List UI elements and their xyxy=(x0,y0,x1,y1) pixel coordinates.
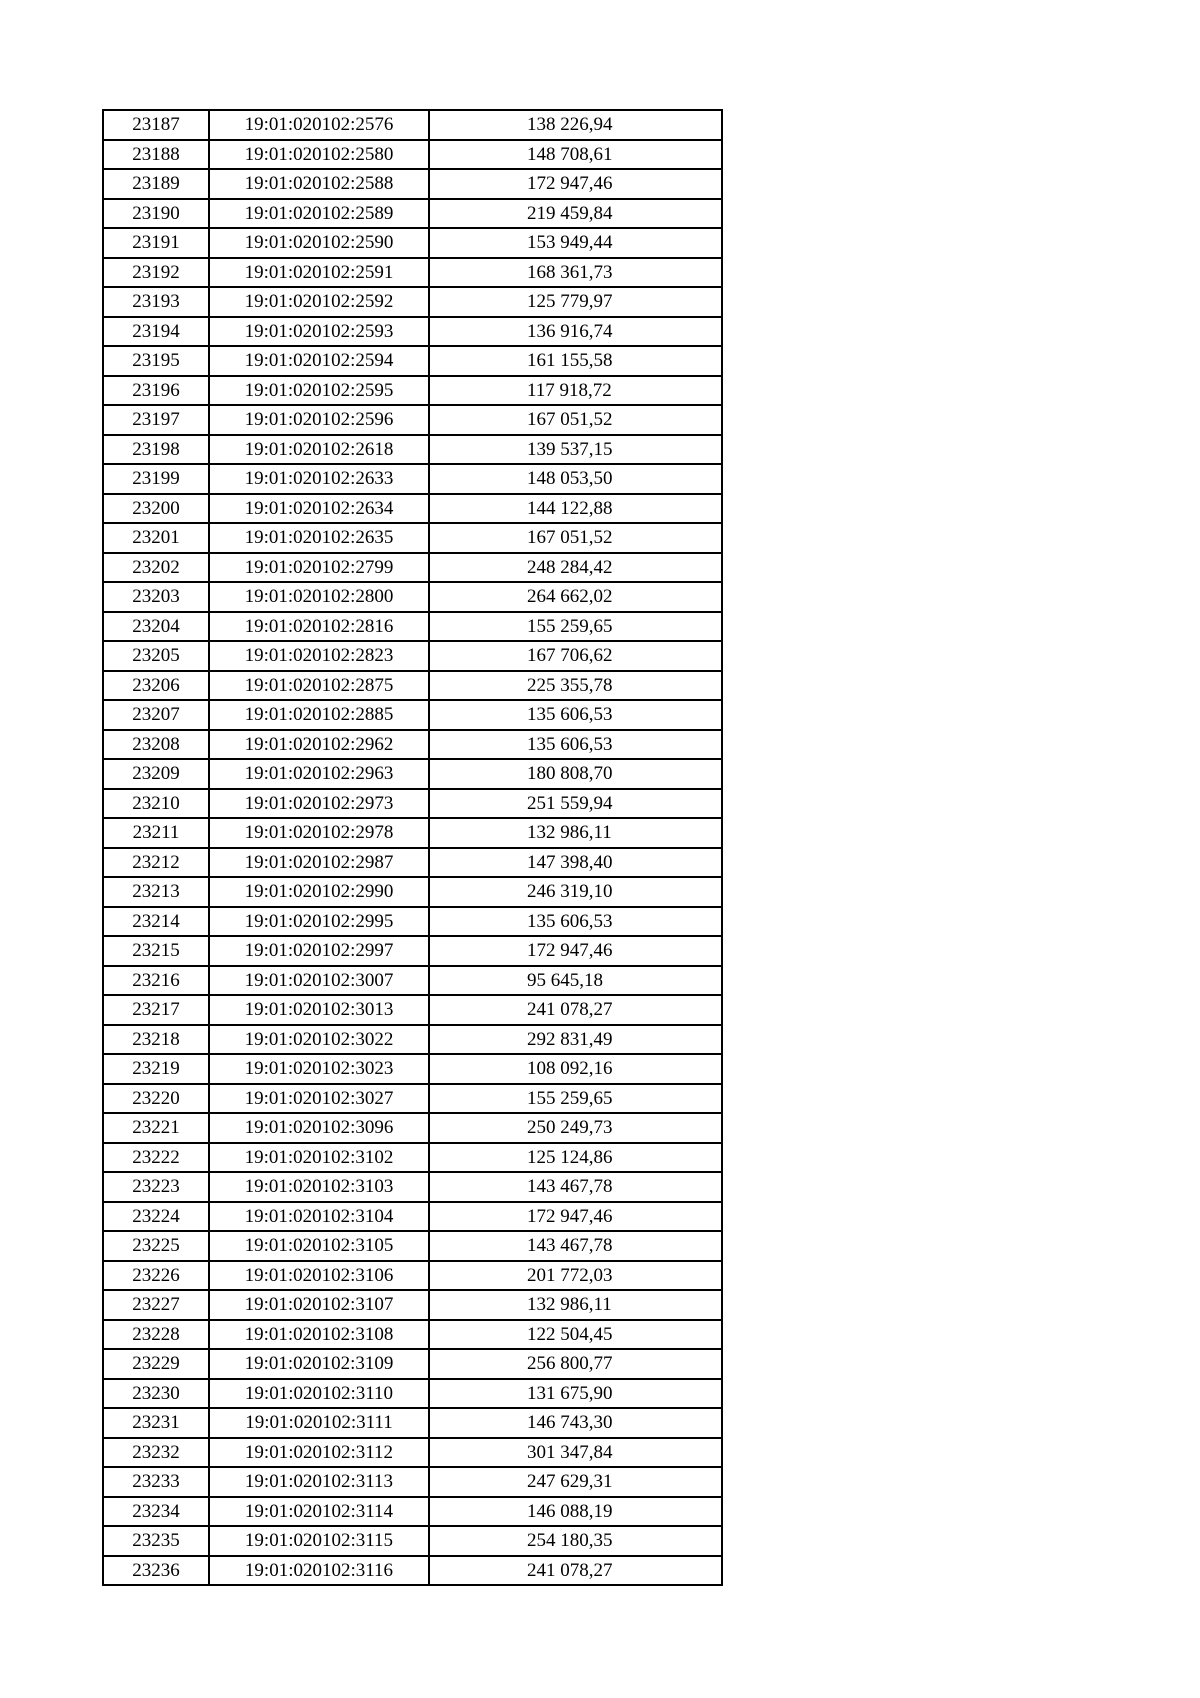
value-cell: 251 559,94 xyxy=(429,789,722,819)
value-cell: 248 284,42 xyxy=(429,553,722,583)
cadastral-number-cell: 19:01:020102:2997 xyxy=(209,936,429,966)
cadastral-number-cell: 19:01:020102:2594 xyxy=(209,346,429,376)
cadastral-number-cell: 19:01:020102:3023 xyxy=(209,1054,429,1084)
value-cell: 131 675,90 xyxy=(429,1379,722,1409)
table-row xyxy=(103,1526,722,1556)
cadastral-number-cell: 19:01:020102:3013 xyxy=(209,995,429,1025)
cadastral-number-cell: 19:01:020102:2595 xyxy=(209,376,429,406)
row-number-cell: 23226 xyxy=(103,1261,209,1291)
value-cell: 136 916,74 xyxy=(429,317,722,347)
value-cell: 256 800,77 xyxy=(429,1349,722,1379)
value-cell: 167 706,62 xyxy=(429,641,722,671)
value-cell: 219 459,84 xyxy=(429,199,722,229)
value-cell: 146 088,19 xyxy=(429,1497,722,1527)
row-number-cell: 23216 xyxy=(103,966,209,996)
row-number-cell: 23193 xyxy=(103,287,209,317)
value-cell: 146 743,30 xyxy=(429,1408,722,1438)
table-row xyxy=(103,110,722,140)
row-number-cell: 23194 xyxy=(103,317,209,347)
value-cell: 132 986,11 xyxy=(429,818,722,848)
cadastral-number-cell: 19:01:020102:3116 xyxy=(209,1556,429,1586)
value-cell: 167 051,52 xyxy=(429,523,722,553)
cadastral-number-cell: 19:01:020102:3108 xyxy=(209,1320,429,1350)
cadastral-number-cell: 19:01:020102:2589 xyxy=(209,199,429,229)
row-number-cell: 23221 xyxy=(103,1113,209,1143)
value-cell: 155 259,65 xyxy=(429,612,722,642)
cadastral-number-cell: 19:01:020102:2885 xyxy=(209,700,429,730)
cadastral-number-cell: 19:01:020102:2962 xyxy=(209,730,429,760)
value-cell: 247 629,31 xyxy=(429,1467,722,1497)
value-cell: 241 078,27 xyxy=(429,1556,722,1586)
cadastral-number-cell: 19:01:020102:2799 xyxy=(209,553,429,583)
cadastral-number-cell: 19:01:020102:2634 xyxy=(209,494,429,524)
row-number-cell: 23200 xyxy=(103,494,209,524)
table-row xyxy=(103,730,722,760)
cadastral-number-cell: 19:01:020102:3096 xyxy=(209,1113,429,1143)
table-row xyxy=(103,1172,722,1202)
row-number-cell: 23231 xyxy=(103,1408,209,1438)
row-number-cell: 23191 xyxy=(103,228,209,258)
row-number-cell: 23222 xyxy=(103,1143,209,1173)
row-number-cell: 23210 xyxy=(103,789,209,819)
table-body xyxy=(103,110,722,1585)
value-cell: 138 226,94 xyxy=(429,110,722,140)
row-number-cell: 23209 xyxy=(103,759,209,789)
table-row xyxy=(103,700,722,730)
row-number-cell: 23217 xyxy=(103,995,209,1025)
cadastral-number-cell: 19:01:020102:2978 xyxy=(209,818,429,848)
value-cell: 250 249,73 xyxy=(429,1113,722,1143)
row-number-cell: 23189 xyxy=(103,169,209,199)
value-cell: 292 831,49 xyxy=(429,1025,722,1055)
row-number-cell: 23214 xyxy=(103,907,209,937)
row-number-cell: 23233 xyxy=(103,1467,209,1497)
cadastral-number-cell: 19:01:020102:2963 xyxy=(209,759,429,789)
row-number-cell: 23225 xyxy=(103,1231,209,1261)
value-cell: 161 155,58 xyxy=(429,346,722,376)
table-row xyxy=(103,936,722,966)
table-row xyxy=(103,612,722,642)
value-cell: 108 092,16 xyxy=(429,1054,722,1084)
value-cell: 153 949,44 xyxy=(429,228,722,258)
row-number-cell: 23202 xyxy=(103,553,209,583)
cadastral-number-cell: 19:01:020102:3113 xyxy=(209,1467,429,1497)
row-number-cell: 23218 xyxy=(103,1025,209,1055)
table-row xyxy=(103,641,722,671)
value-cell: 172 947,46 xyxy=(429,936,722,966)
table-row xyxy=(103,1467,722,1497)
row-number-cell: 23190 xyxy=(103,199,209,229)
value-cell: 132 986,11 xyxy=(429,1290,722,1320)
row-number-cell: 23192 xyxy=(103,258,209,288)
cadastral-number-cell: 19:01:020102:2588 xyxy=(209,169,429,199)
table-row xyxy=(103,523,722,553)
value-cell: 180 808,70 xyxy=(429,759,722,789)
row-number-cell: 23199 xyxy=(103,464,209,494)
cadastral-number-cell: 19:01:020102:3112 xyxy=(209,1438,429,1468)
cadastral-number-cell: 19:01:020102:3110 xyxy=(209,1379,429,1409)
row-number-cell: 23187 xyxy=(103,110,209,140)
value-cell: 117 918,72 xyxy=(429,376,722,406)
table-row xyxy=(103,1290,722,1320)
row-number-cell: 23201 xyxy=(103,523,209,553)
cadastral-number-cell: 19:01:020102:2823 xyxy=(209,641,429,671)
table-row xyxy=(103,995,722,1025)
row-number-cell: 23207 xyxy=(103,700,209,730)
row-number-cell: 23204 xyxy=(103,612,209,642)
cadastral-number-cell: 19:01:020102:3115 xyxy=(209,1526,429,1556)
table-row xyxy=(103,1025,722,1055)
cadastral-number-cell: 19:01:020102:2593 xyxy=(209,317,429,347)
cadastral-number-cell: 19:01:020102:2816 xyxy=(209,612,429,642)
value-cell: 144 122,88 xyxy=(429,494,722,524)
table-row xyxy=(103,228,722,258)
table-row xyxy=(103,1497,722,1527)
cadastral-number-cell: 19:01:020102:3102 xyxy=(209,1143,429,1173)
value-cell: 264 662,02 xyxy=(429,582,722,612)
value-cell: 148 053,50 xyxy=(429,464,722,494)
table-row xyxy=(103,818,722,848)
cadastral-number-cell: 19:01:020102:2635 xyxy=(209,523,429,553)
cadastral-number-cell: 19:01:020102:2875 xyxy=(209,671,429,701)
table-row xyxy=(103,1113,722,1143)
row-number-cell: 23229 xyxy=(103,1349,209,1379)
value-cell: 125 779,97 xyxy=(429,287,722,317)
value-cell: 139 537,15 xyxy=(429,435,722,465)
cadastral-number-cell: 19:01:020102:2580 xyxy=(209,140,429,170)
row-number-cell: 23211 xyxy=(103,818,209,848)
cadastral-number-cell: 19:01:020102:2618 xyxy=(209,435,429,465)
table-row xyxy=(103,553,722,583)
table-row xyxy=(103,376,722,406)
table-row xyxy=(103,907,722,937)
row-number-cell: 23215 xyxy=(103,936,209,966)
table-row xyxy=(103,1084,722,1114)
value-cell: 246 319,10 xyxy=(429,877,722,907)
cadastral-number-cell: 19:01:020102:3105 xyxy=(209,1231,429,1261)
table-row xyxy=(103,1054,722,1084)
value-cell: 225 355,78 xyxy=(429,671,722,701)
table-row xyxy=(103,169,722,199)
cadastral-number-cell: 19:01:020102:2591 xyxy=(209,258,429,288)
row-number-cell: 23228 xyxy=(103,1320,209,1350)
row-number-cell: 23219 xyxy=(103,1054,209,1084)
table-row xyxy=(103,1261,722,1291)
value-cell: 143 467,78 xyxy=(429,1172,722,1202)
table-row xyxy=(103,1379,722,1409)
cadastral-number-cell: 19:01:020102:3109 xyxy=(209,1349,429,1379)
value-cell: 172 947,46 xyxy=(429,1202,722,1232)
table-row xyxy=(103,199,722,229)
cadastral-number-cell: 19:01:020102:3027 xyxy=(209,1084,429,1114)
cadastral-number-cell: 19:01:020102:3007 xyxy=(209,966,429,996)
table-row xyxy=(103,140,722,170)
row-number-cell: 23196 xyxy=(103,376,209,406)
row-number-cell: 23212 xyxy=(103,848,209,878)
row-number-cell: 23213 xyxy=(103,877,209,907)
table-row xyxy=(103,1438,722,1468)
value-cell: 125 124,86 xyxy=(429,1143,722,1173)
row-number-cell: 23236 xyxy=(103,1556,209,1586)
cadastral-number-cell: 19:01:020102:3106 xyxy=(209,1261,429,1291)
table-row xyxy=(103,1143,722,1173)
value-cell: 167 051,52 xyxy=(429,405,722,435)
row-number-cell: 23234 xyxy=(103,1497,209,1527)
row-number-cell: 23188 xyxy=(103,140,209,170)
row-number-cell: 23235 xyxy=(103,1526,209,1556)
row-number-cell: 23197 xyxy=(103,405,209,435)
value-cell: 122 504,45 xyxy=(429,1320,722,1350)
row-number-cell: 23223 xyxy=(103,1172,209,1202)
cadastral-number-cell: 19:01:020102:3022 xyxy=(209,1025,429,1055)
row-number-cell: 23198 xyxy=(103,435,209,465)
value-cell: 143 467,78 xyxy=(429,1231,722,1261)
value-cell: 148 708,61 xyxy=(429,140,722,170)
cadastral-number-cell: 19:01:020102:3107 xyxy=(209,1290,429,1320)
value-cell: 95 645,18 xyxy=(429,966,722,996)
row-number-cell: 23195 xyxy=(103,346,209,376)
cadastral-number-cell: 19:01:020102:3103 xyxy=(209,1172,429,1202)
table-row xyxy=(103,317,722,347)
table-row xyxy=(103,582,722,612)
cadastral-number-cell: 19:01:020102:2973 xyxy=(209,789,429,819)
table-row xyxy=(103,1556,722,1586)
value-cell: 135 606,53 xyxy=(429,907,722,937)
cadastral-number-cell: 19:01:020102:2633 xyxy=(209,464,429,494)
table-row xyxy=(103,494,722,524)
table-row xyxy=(103,966,722,996)
value-cell: 301 347,84 xyxy=(429,1438,722,1468)
cadastral-value-table xyxy=(102,109,723,1586)
value-cell: 135 606,53 xyxy=(429,730,722,760)
table-row xyxy=(103,287,722,317)
value-cell: 135 606,53 xyxy=(429,700,722,730)
row-number-cell: 23230 xyxy=(103,1379,209,1409)
table-row xyxy=(103,405,722,435)
value-cell: 201 772,03 xyxy=(429,1261,722,1291)
value-cell: 254 180,35 xyxy=(429,1526,722,1556)
table-row xyxy=(103,1202,722,1232)
row-number-cell: 23232 xyxy=(103,1438,209,1468)
table-row xyxy=(103,877,722,907)
table-row xyxy=(103,789,722,819)
cadastral-number-cell: 19:01:020102:2800 xyxy=(209,582,429,612)
table-row xyxy=(103,346,722,376)
table-row xyxy=(103,1408,722,1438)
cadastral-number-cell: 19:01:020102:2592 xyxy=(209,287,429,317)
value-cell: 241 078,27 xyxy=(429,995,722,1025)
value-cell: 172 947,46 xyxy=(429,169,722,199)
cadastral-number-cell: 19:01:020102:2995 xyxy=(209,907,429,937)
cadastral-number-cell: 19:01:020102:3104 xyxy=(209,1202,429,1232)
table-row xyxy=(103,1320,722,1350)
value-cell: 155 259,65 xyxy=(429,1084,722,1114)
table-row xyxy=(103,258,722,288)
value-cell: 147 398,40 xyxy=(429,848,722,878)
row-number-cell: 23227 xyxy=(103,1290,209,1320)
table-row xyxy=(103,671,722,701)
table-row xyxy=(103,464,722,494)
cadastral-number-cell: 19:01:020102:3111 xyxy=(209,1408,429,1438)
table-row xyxy=(103,1349,722,1379)
row-number-cell: 23203 xyxy=(103,582,209,612)
cadastral-number-cell: 19:01:020102:3114 xyxy=(209,1497,429,1527)
cadastral-number-cell: 19:01:020102:2987 xyxy=(209,848,429,878)
value-cell: 168 361,73 xyxy=(429,258,722,288)
row-number-cell: 23206 xyxy=(103,671,209,701)
row-number-cell: 23220 xyxy=(103,1084,209,1114)
table-row xyxy=(103,848,722,878)
cadastral-number-cell: 19:01:020102:2590 xyxy=(209,228,429,258)
cadastral-number-cell: 19:01:020102:2576 xyxy=(209,110,429,140)
table-row xyxy=(103,1231,722,1261)
table-row xyxy=(103,759,722,789)
row-number-cell: 23224 xyxy=(103,1202,209,1232)
cadastral-number-cell: 19:01:020102:2990 xyxy=(209,877,429,907)
cadastral-number-cell: 19:01:020102:2596 xyxy=(209,405,429,435)
table-row xyxy=(103,435,722,465)
row-number-cell: 23208 xyxy=(103,730,209,760)
row-number-cell: 23205 xyxy=(103,641,209,671)
